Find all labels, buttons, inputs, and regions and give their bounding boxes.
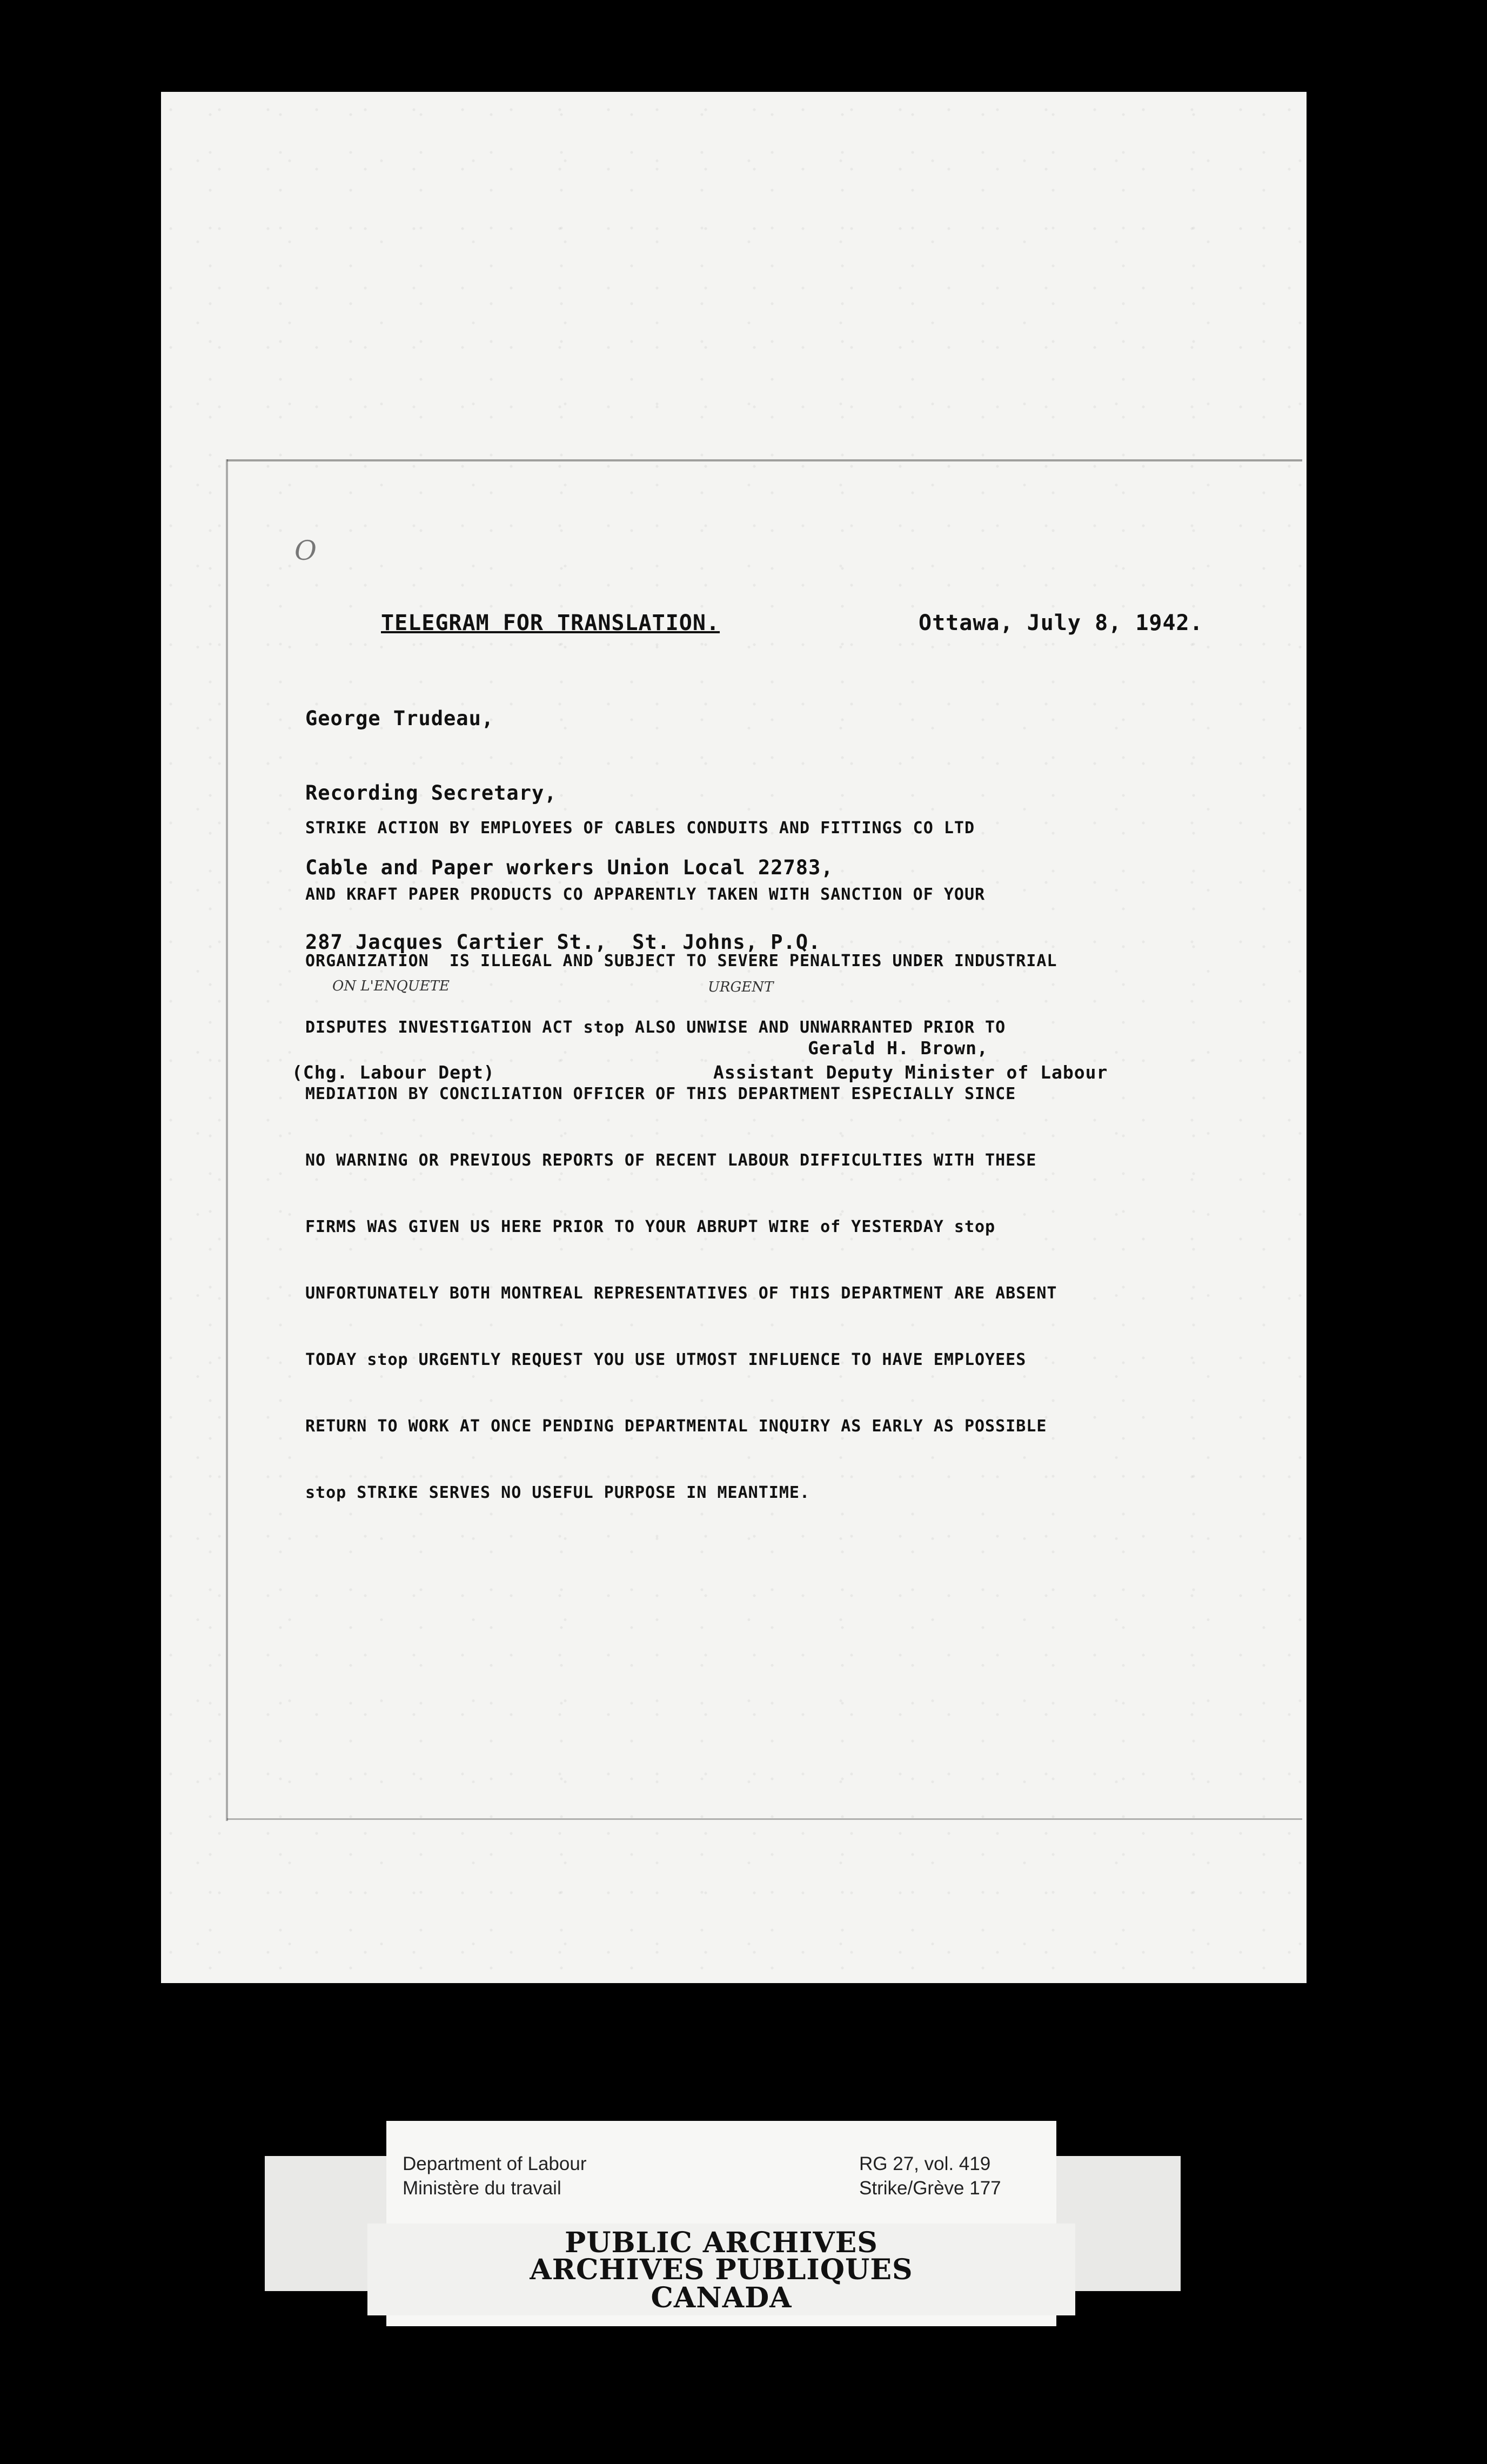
body-line: TODAY stop URGENTLY REQUEST YOU USE UTMOST INFLUENCE TO HAVE EMPLOYEES — [305, 1350, 1027, 1369]
sheet-edge-bottom — [227, 1818, 1302, 1820]
strike-file-reference: Strike/Grève 177 — [859, 2178, 1001, 2199]
address-line: George Trudeau, — [305, 707, 494, 730]
body-line: DISPUTES INVESTIGATION ACT stop ALSO UNWISE AND UNWARRANTED PRIOR TO — [305, 1018, 1006, 1037]
signature-title: Assistant Deputy Minister of Labour — [713, 1062, 1108, 1083]
handwritten-insertion: URGENT — [708, 979, 774, 995]
archive-stamp-line: ARCHIVES PUBLIQUES — [530, 2253, 913, 2286]
telegram-body — [305, 773, 1057, 1548]
record-group-reference: RG 27, vol. 419 — [859, 2153, 991, 2174]
signature-name: Gerald H. Brown, — [808, 1037, 988, 1059]
body-line: stop STRIKE SERVES NO USEFUL PURPOSE IN MEANTIME. — [305, 1483, 811, 1502]
sheet-edge-top — [227, 459, 1302, 461]
body-line: RETURN TO WORK AT ONCE PENDING DEPARTMENTAL INQUIRY AS EARLY AS POSSIBLE — [305, 1417, 1047, 1436]
body-line: STRIKE ACTION BY EMPLOYEES OF CABLES CONDUITS AND FITTINGS CO LTD — [305, 819, 975, 838]
address-line: Recording Secretary, — [305, 781, 557, 805]
handwritten-insertion: ON L'ENQUETE — [332, 978, 450, 994]
telegram-heading: TELEGRAM FOR TRANSLATION. — [381, 611, 720, 635]
department-name-en: Department of Labour — [403, 2153, 587, 2174]
charge-note: (Chg. Labour Dept) — [292, 1062, 495, 1083]
body-line: AND KRAFT PAPER PRODUCTS CO APPARENTLY TAKEN WITH SANCTION OF YOUR — [305, 885, 986, 904]
archive-stamp-line: PUBLIC ARCHIVES — [565, 2226, 878, 2259]
body-line: FIRMS WAS GIVEN US HERE PRIOR TO YOUR ABRUPT WIRE of YESTERDAY stop — [305, 1217, 996, 1236]
department-name-fr: Ministère du travail — [403, 2178, 561, 2199]
body-line: NO WARNING OR PREVIOUS REPORTS OF RECENT LABOUR DIFFICULTIES WITH THESE — [305, 1151, 1037, 1170]
place-date: Ottawa, July 8, 1942. — [919, 611, 1203, 635]
body-line: MEDIATION BY CONCILIATION OFFICER OF THIS DEPARTMENT ESPECIALLY SINCE — [305, 1084, 1016, 1103]
address-line: Cable and Paper workers Union Local 22783, — [305, 856, 834, 879]
archive-stamp-line: CANADA — [651, 2281, 792, 2314]
address-line: 287 Jacques Cartier St., St. Johns, P.Q. — [305, 930, 821, 954]
body-line: UNFORTUNATELY BOTH MONTREAL REPRESENTATIVES OF THIS DEPARTMENT ARE ABSENT — [305, 1284, 1057, 1303]
sheet-edge-left — [226, 459, 228, 1821]
body-line: ORGANIZATION IS ILLEGAL AND SUBJECT TO SEVERE PENALTIES UNDER INDUSTRIAL — [305, 952, 1057, 970]
handwritten-mark: O — [294, 535, 317, 566]
